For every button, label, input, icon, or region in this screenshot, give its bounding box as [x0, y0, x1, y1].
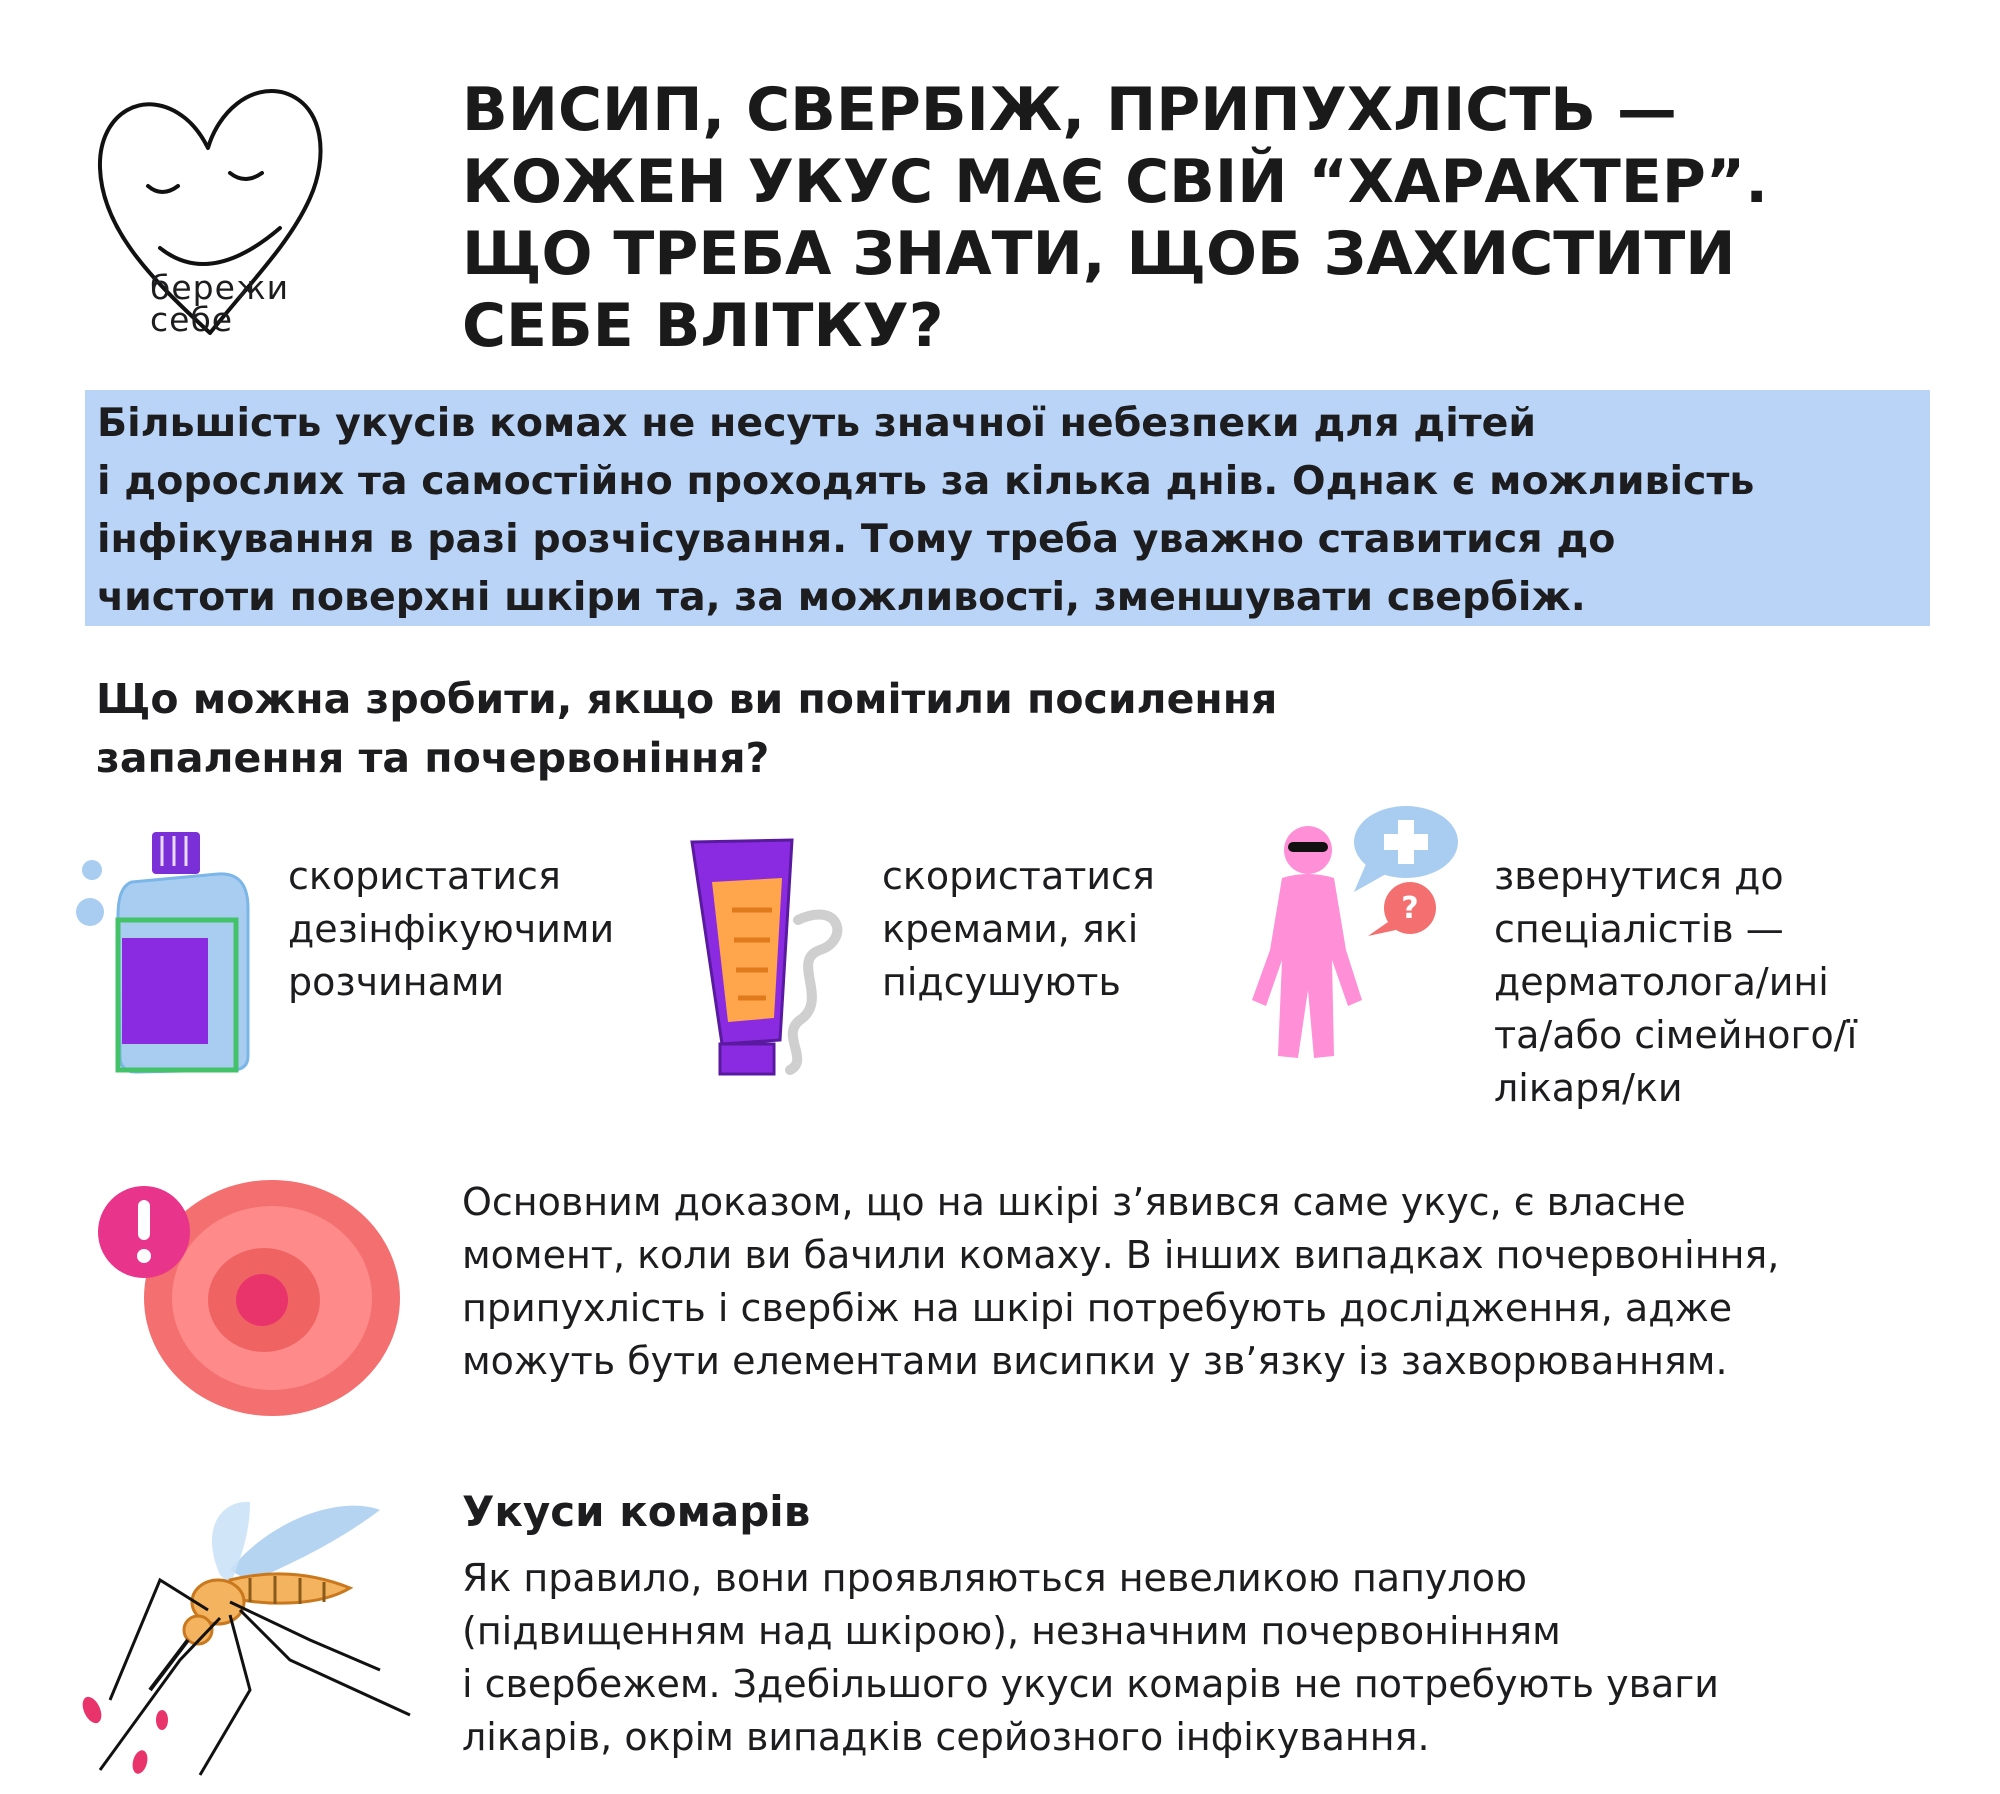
title-line-1: ВИСИП, СВЕРБІЖ, ПРИПУХЛІСТЬ —: [462, 75, 1677, 145]
tip3-line-1: звернутися до: [1494, 854, 1784, 898]
bite-line-3: припухлість і свербіж на шкірі потребують дослідження, адже: [462, 1286, 1733, 1330]
bite-warning-icon: [92, 1160, 402, 1430]
mosquito-line-3: і свербежем. Здебільшого укуси комарів не потребують уваги: [462, 1662, 1719, 1706]
mosquito-line-4: лікарів, окрім випадків серйозного інфікування.: [462, 1715, 1430, 1759]
logo-line-1: бережи: [150, 268, 290, 307]
tip2-line-1: скористатися: [882, 854, 1155, 898]
logo-wordmark: [150, 268, 290, 339]
intro-line-4: чистоти поверхні шкіри та, за можливості, зменшувати свербіж.: [97, 574, 1586, 620]
tip1-line-2: дезінфікуючими: [288, 907, 615, 951]
tip-disinfect: [288, 850, 614, 1009]
tip3-line-5: лікаря/ки: [1494, 1066, 1683, 1110]
mosquito-line-2: (підвищенням над шкірою), незначним почервонінням: [462, 1609, 1561, 1653]
tip-specialist: [1494, 850, 1857, 1115]
bite-line-4: можуть бути елементами висипки у зв’язку із захворюванням.: [462, 1339, 1728, 1383]
bite-line-2: момент, коли ви бачили комаху. В інших випадках почервоніння,: [462, 1233, 1780, 1277]
disinfectant-bottle-icon: [70, 820, 270, 1080]
question-line-1: Що можна зробити, якщо ви помітили посилення: [96, 675, 1278, 723]
bite-line-1: Основним доказом, що на шкірі з’явився саме укус, є власне: [462, 1180, 1686, 1224]
title-line-3: ЩО ТРЕБА ЗНАТИ, ЩОБ ЗАХИСТИТИ: [462, 219, 1736, 289]
intro-highlight-box: [85, 390, 1930, 626]
doctor-consult-icon: [1236, 800, 1476, 1080]
intro-line-3: інфікування в разі розчісування. Тому треба уважно ставитися до: [97, 516, 1616, 562]
page-title: [462, 74, 1962, 362]
cream-tube-icon: [680, 830, 890, 1090]
logo-line-2: себе: [150, 300, 234, 339]
intro-line-1: Більшість укусів комах не несуть значної небезпеки для дітей: [97, 400, 1537, 446]
tip3-line-4: та/або сімейного/ї: [1494, 1013, 1858, 1057]
question-line-2: запалення та почервоніння?: [96, 734, 770, 782]
title-line-2: КОЖЕН УКУС МАЄ СВІЙ “ХАРАКТЕР”.: [462, 147, 1769, 217]
tip1-line-1: скористатися: [288, 854, 561, 898]
mosquito-line-1: Як правило, вони проявляються невеликою папулою: [462, 1556, 1527, 1600]
tip-cream: [882, 850, 1155, 1009]
title-line-4: СЕБЕ ВЛІТКУ?: [462, 291, 944, 361]
tip2-line-3: підсушують: [882, 960, 1121, 1004]
intro-line-2: і дорослих та самостійно проходять за кілька днів. Однак є можливість: [97, 458, 1755, 504]
tip3-line-2: спеціалістів —: [1494, 907, 1784, 951]
tip3-line-3: дерматолога/ині: [1494, 960, 1829, 1004]
bite-evidence-paragraph: [462, 1176, 1779, 1388]
mosquito-section-heading: Укуси комарів: [462, 1487, 811, 1536]
tip2-line-2: кремами, які: [882, 907, 1139, 951]
mosquito-icon: [80, 1490, 440, 1780]
section-question-heading: [96, 670, 1277, 788]
mosquito-paragraph: [462, 1552, 1719, 1764]
svg-text:?: ?: [1401, 891, 1419, 926]
tip1-line-3: розчинами: [288, 960, 505, 1004]
